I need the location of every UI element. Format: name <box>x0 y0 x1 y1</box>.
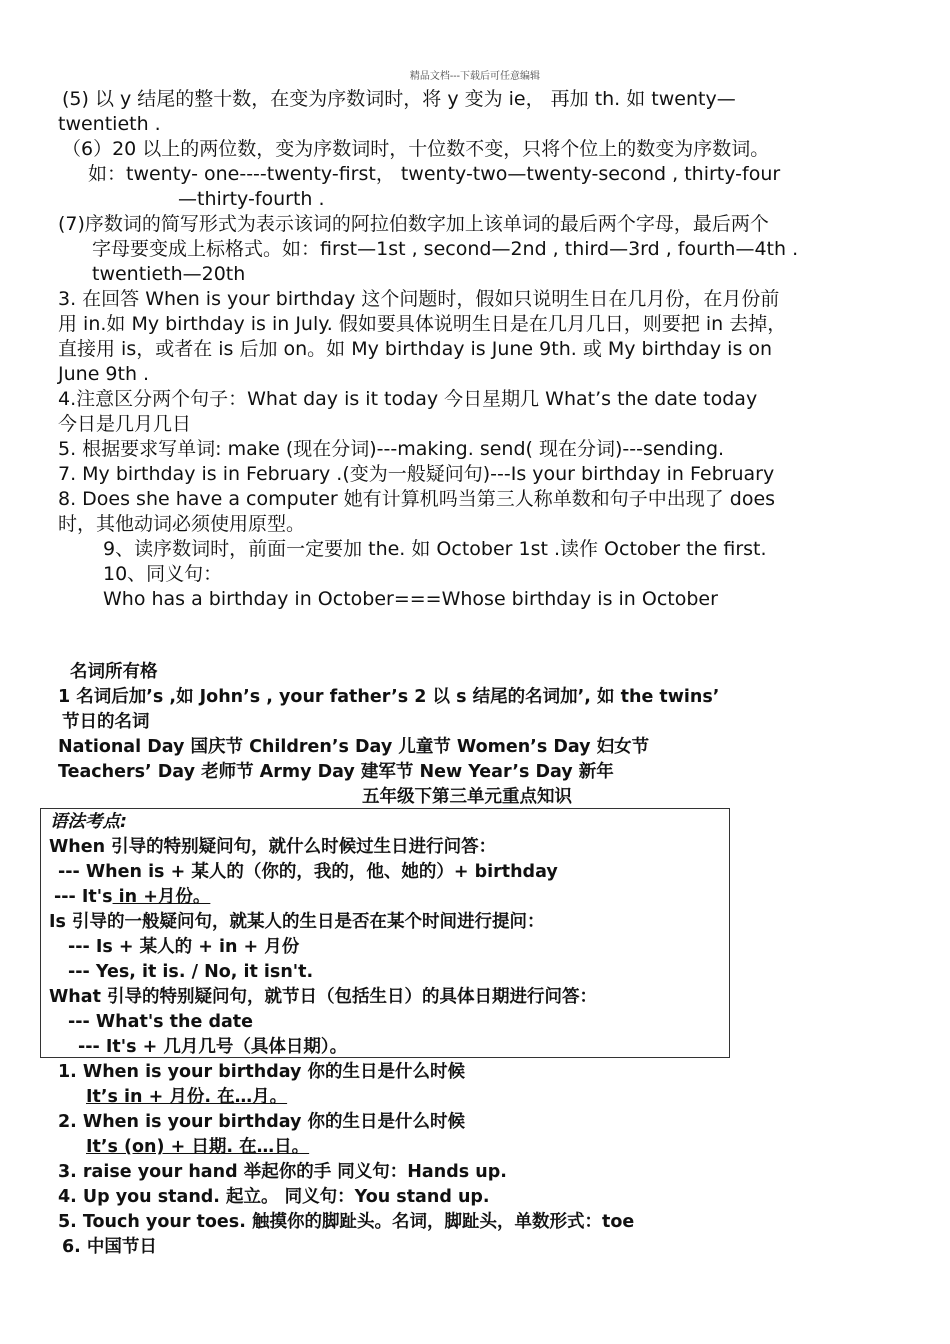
grammar-is-rule: Is 引导的一般疑问句，就某人的生日是否在某个时间进行提问： <box>49 912 545 932</box>
rule-7-line1: (7)序数词的简写形式为表示该词的阿拉伯数字加上该单词的最后两个字母，最后两个 <box>58 213 769 235</box>
grammar-what-answer: --- It's + 几月几号（具体日期）。 <box>78 1037 348 1057</box>
possessive-title: 名词所有格 <box>70 662 158 682</box>
item-3: 3. raise your hand 举起你的手 同义句：Hands up. <box>58 1162 507 1182</box>
rule-6-line2: 如：twenty- one----twenty-first， twenty-two—twenty-second , thirty-four <box>88 163 781 185</box>
point-4-line1: 4.注意区分两个句子：What day is it today 今日星期几 What’s the date today <box>58 388 758 410</box>
point-3-line1: 3. 在回答 When is your birthday 这个问题时，假如只说明生日在几月份，在月份前 <box>58 288 780 310</box>
holiday-line2: Teachers’ Day 老师节 Army Day 建军节 New Year’s Day 新年 <box>58 762 614 782</box>
grammar-when-question: --- When is + 某人的（你的，我的，他、她的）+ birthday <box>58 862 558 882</box>
item-4: 4. Up you stand. 起立。 同义句：You stand up. <box>58 1187 490 1207</box>
item-2-answer: It’s (on) + 日期. 在…日。 <box>86 1137 310 1157</box>
point-3-line2: 用 in.如 My birthday is in July. 假如要具体说明生日是在几月几日，则要把 in 去掉， <box>58 313 787 335</box>
holiday-title: 节日的名词 <box>62 712 150 732</box>
grammar-title: 语法考点: <box>50 812 127 832</box>
grammar-what-question: --- What's the date <box>68 1012 254 1032</box>
point-5: 5. 根据要求写单词: make (现在分词)---making. send( 现在分词)---sending. <box>58 438 725 460</box>
rule-7-line3: twentieth—20th <box>92 263 246 285</box>
grammar-is-answer: --- Yes, it is. / No, it isn't. <box>68 962 314 982</box>
rule-6-line3: —thirty-fourth . <box>178 188 325 210</box>
point-4-line2: 今日是几月几日 <box>58 413 192 435</box>
point-10-sentence: Who has a birthday in October===Whose birthday is in October <box>103 588 718 610</box>
point-8-line1: 8. Does she have a computer 她有计算机吗当第三人称单数和句子中出现了 does <box>58 488 776 510</box>
point-8-line2: 时，其他动词必须使用原型。 <box>58 513 306 535</box>
unit-title: 五年级下第三单元重点知识 <box>362 787 572 807</box>
rule-7-line2: 字母要变成上标格式。如：first—1st , second—2nd , third—3rd , fourth—4th . <box>92 238 799 260</box>
possessive-rule: 1 名词后加’s ,如 John’s , your father’s 2 以 s 结尾的名词加’, 如 the twins’ <box>58 687 720 707</box>
grammar-when-rule: When 引导的特别疑问句，就什么时候过生日进行问答： <box>49 837 497 857</box>
point-3-line4: June 9th . <box>58 363 150 385</box>
point-10-title: 10、同义句： <box>103 563 223 585</box>
point-7: 7. My birthday is in February .(变为一般疑问句)---Is your birthday in February <box>58 463 775 485</box>
item-1-answer: It’s in + 月份. 在…月。 <box>86 1087 288 1107</box>
holiday-line1: National Day 国庆节 Children’s Day 儿童节 Women’s Day 妇女节 <box>58 737 650 757</box>
rule-6-line1: （6）20 以上的两位数，变为序数词时，十位数不变，只将个位上的数变为序数词。 <box>62 138 770 160</box>
rule-5-line1: (5) 以 y 结尾的整十数，在变为序数词时，将 y 变为 ie， 再加 th. 如 twenty— <box>62 88 736 110</box>
point-9: 9、读序数词时，前面一定要加 the. 如 October 1st .读作 October the first. <box>103 538 767 560</box>
grammar-is-question: --- Is + 某人的 + in + 月份 <box>68 937 300 957</box>
grammar-when-answer-prefix: --- It's <box>54 887 113 907</box>
grammar-what-rule: What 引导的特别疑问句，就节日（包括生日）的具体日期进行问答： <box>49 987 598 1007</box>
page-header: 精品文档---下载后可任意编辑 <box>409 71 541 82</box>
item-5: 5. Touch your toes. 触摸你的脚趾头。名词，脚趾头，单数形式：toe <box>58 1212 635 1232</box>
rule-5-line2: twentieth . <box>58 113 161 135</box>
item-1: 1. When is your birthday 你的生日是什么时候 <box>58 1062 465 1082</box>
item-6: 6. 中国节日 <box>62 1237 157 1257</box>
grammar-when-answer-blank: in +月份。 <box>112 887 211 907</box>
item-2: 2. When is your birthday 你的生日是什么时候 <box>58 1112 465 1132</box>
grammar-when-answer <box>54 885 210 910</box>
point-3-line3: 直接用 is，或者在 is 后加 on。如 My birthday is June 9th. 或 My birthday is on <box>58 338 773 360</box>
